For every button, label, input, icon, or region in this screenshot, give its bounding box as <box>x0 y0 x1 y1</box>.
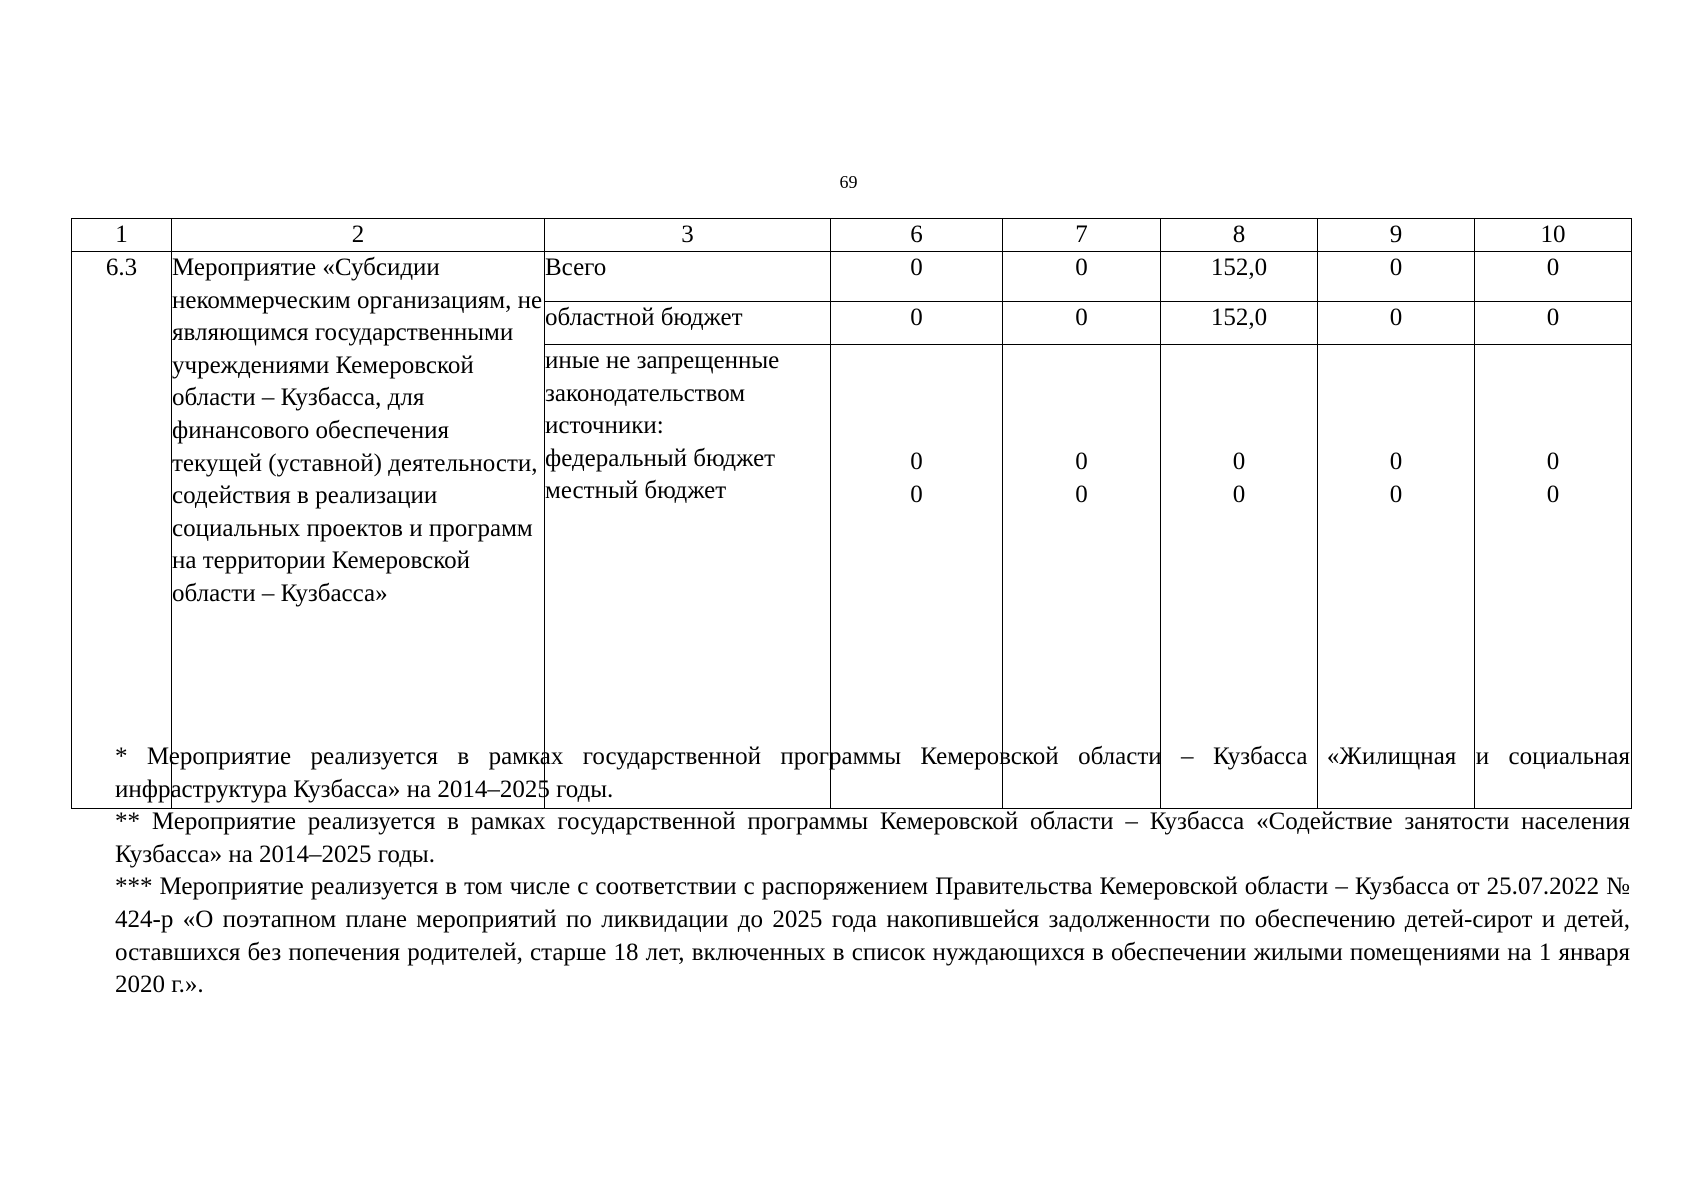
footnote: ** Мероприятие реализуется в рамках государственной программы Кемеровской области – Кузбасса «Содействие занятости населения Кузбасса» на 2014–2025 годы. <box>115 808 1630 868</box>
value-cell <box>1475 345 1632 809</box>
federal-value: 0 <box>1546 448 1560 475</box>
column-header: 7 <box>1003 219 1161 252</box>
value-cell: 0 <box>831 302 1003 345</box>
federal-value: 0 <box>1389 448 1403 475</box>
value-cell: 0 <box>1003 252 1161 302</box>
column-header: 8 <box>1161 219 1318 252</box>
page-number: 69 <box>839 172 858 192</box>
value-cell: 0 <box>1318 302 1475 345</box>
source-label: Всего <box>545 252 831 302</box>
value-cell: 0 <box>1318 252 1475 302</box>
local-value: 0 <box>1232 480 1246 508</box>
value-cell <box>1318 345 1475 809</box>
measure-description: Мероприятие «Субсидии некоммерческим организациям, не являющимся государственными учреждениями Кемеровской области – Кузбасса, для финансового обеспечения текущей (уставной) деятельности, содействия в реализации социальных проектов и программ на территории Кемеровской области – Кузбасса» <box>172 252 545 809</box>
column-header: 10 <box>1475 219 1632 252</box>
value-cell: 0 <box>1475 302 1632 345</box>
local-value: 0 <box>1546 480 1560 508</box>
column-header: 1 <box>72 219 172 252</box>
value-cell: 152,0 <box>1161 252 1318 302</box>
column-header: 3 <box>545 219 831 252</box>
other-sources-cell <box>545 345 831 809</box>
column-header: 2 <box>172 219 545 252</box>
federal-value: 0 <box>910 448 923 475</box>
value-cell <box>831 345 1003 809</box>
federal-value: 0 <box>1075 448 1088 475</box>
value-cell <box>1003 345 1161 809</box>
value-cell: 152,0 <box>1161 302 1318 345</box>
footnotes <box>115 741 1630 1002</box>
table-header-row <box>72 219 1632 252</box>
row-number: 6.3 <box>72 252 172 809</box>
local-value: 0 <box>1075 480 1088 508</box>
local-budget-label: местный бюджет <box>545 477 727 505</box>
value-cell: 0 <box>1475 252 1632 302</box>
column-header: 9 <box>1318 219 1475 252</box>
local-value: 0 <box>1389 480 1403 508</box>
source-label: областной бюджет <box>545 302 831 345</box>
value-cell: 0 <box>1003 302 1161 345</box>
footnote: * Мероприятие реализуется в рамках государственной программы Кемеровской области – Кузбасса «Жилищная и социальная инфраструктура Кузбасса» на 2014–2025 годы. <box>115 743 1630 803</box>
other-sources-label: иные не запрещенные законодательством источники: <box>545 347 780 440</box>
value-cell <box>1161 345 1318 809</box>
footnote: *** Мероприятие реализуется в том числе с соответствии с распоряжением Правительства Кемеровской области – Кузбасса от 25.07.2022 № 424-р «О поэтапном плане мероприятий по ликвидации до 2025 года накопившейся задолженности по обеспечению детей-сирот и детей, оставшихся без попечения родителей, старше 18 лет, включенных в список нуждающихся в обеспечении жилыми помещениями на 1 января 2020 г.». <box>115 873 1630 999</box>
federal-value: 0 <box>1232 448 1246 475</box>
local-value: 0 <box>910 480 923 508</box>
budget-table <box>71 218 1632 809</box>
column-header: 6 <box>831 219 1003 252</box>
table-row <box>72 252 1632 302</box>
federal-budget-label: федеральный бюджет <box>545 444 776 472</box>
value-cell: 0 <box>831 252 1003 302</box>
